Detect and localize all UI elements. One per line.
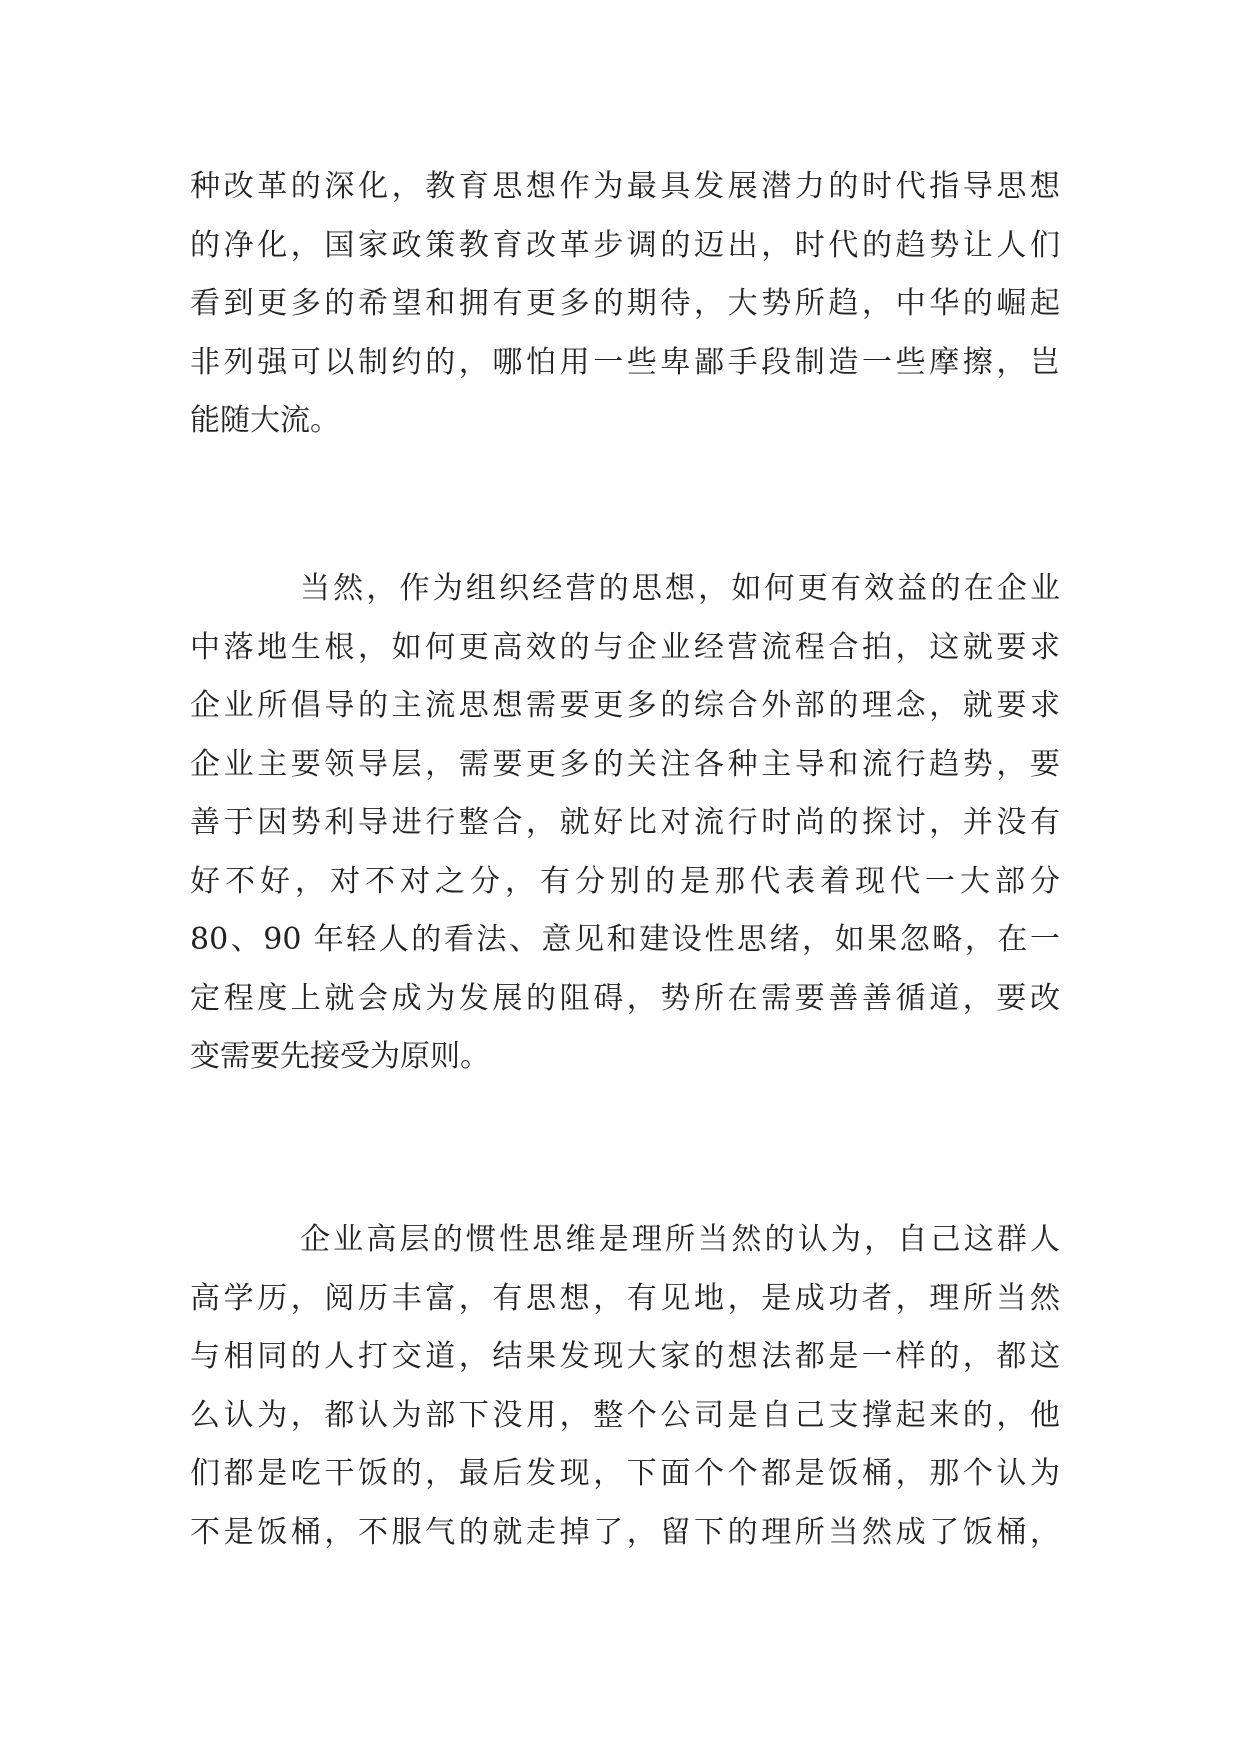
paragraph-line: 高学历，阅历丰富，有思想，有见地，是成功者，理所当然 (190, 1280, 1060, 1316)
paragraph-line: 么认为，都认为部下没用，整个公司是自己支撑起来的，他 (190, 1397, 1060, 1433)
paragraph-line: 定程度上就会成为发展的阻碍，势所在需要善善循道，要改 (190, 980, 1060, 1016)
paragraph-3 (190, 1211, 1060, 1562)
paragraph-line: 好不好，对不对之分，有分别的是那代表着现代一大部分 (190, 863, 1060, 899)
paragraph-line: 变需要先接受为原则。 (190, 1039, 490, 1074)
paragraph-line: 种改革的深化，教育思想作为最具发展潜力的时代指导思想 (190, 169, 1060, 204)
paragraph-line: 当然，作为组织经营的思想，如何更有效益的在企业 (300, 571, 1060, 606)
paragraph-line: 善于因势利导进行整合，就好比对流行时尚的探讨，并没有 (190, 805, 1060, 840)
paragraph-line: 的净化，国家政策教育改革步调的迈出，时代的趋势让人们 (190, 227, 1060, 263)
paragraph-line: 企业所倡导的主流思想需要更多的综合外部的理念，就要求 (190, 688, 1060, 723)
paragraph-line: 们都是吃干饭的，最后发现，下面个个都是饭桶，那个认为 (190, 1456, 1060, 1491)
paragraph-line: 看到更多的希望和拥有更多的期待，大势所趋，中华的崛起 (190, 286, 1060, 321)
paragraph-2 (190, 560, 1060, 1087)
paragraph-1 (190, 158, 1060, 451)
paragraph-line: 与相同的人打交道，结果发现大家的想法都是一样的，都这 (190, 1339, 1060, 1374)
paragraph-line: 能随大流。 (190, 403, 340, 438)
paragraph-line: 不是饭桶，不服气的就走掉了，留下的理所当然成了饭桶， (190, 1514, 1060, 1550)
paragraph-line: 80、90 年轻人的看法、意见和建设性思绪，如果忽略，在一 (190, 922, 1060, 957)
paragraph-line: 企业高层的惯性思维是理所当然的认为，自己这群人 (300, 1222, 1060, 1257)
paragraph-line: 中落地生根，如何更高效的与企业经营流程合拍，这就要求 (190, 629, 1060, 665)
paragraph-line: 非列强可以制约的，哪怕用一些卑鄙手段制造一些摩擦，岂 (190, 344, 1060, 380)
paragraph-line: 企业主要领导层，需要更多的关注各种主导和流行趋势，要 (190, 746, 1060, 782)
